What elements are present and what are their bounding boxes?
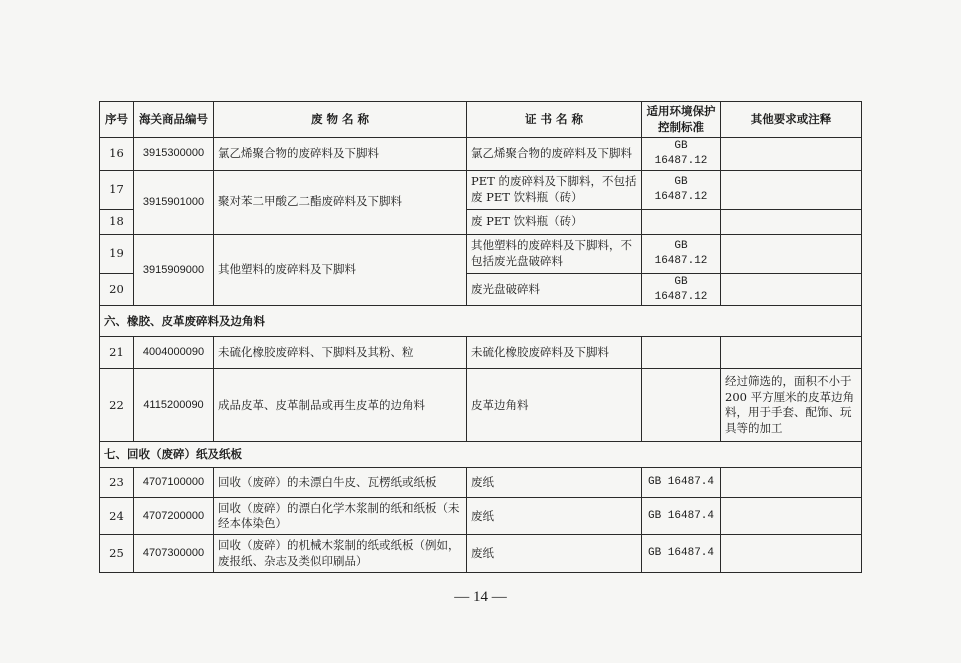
- customs-code: 4707300000: [134, 535, 214, 573]
- waste-name: 回收（废碎）的未漂白牛皮、瓦楞纸或纸板: [214, 468, 467, 498]
- note: [721, 535, 862, 573]
- row-number: 20: [100, 273, 134, 306]
- certificate-name: 废光盘破碎料: [467, 273, 642, 306]
- table-row: [100, 468, 862, 498]
- customs-code: 3915901000: [134, 170, 214, 234]
- certificate-name: 氯乙烯聚合物的废碎料及下脚料: [467, 138, 642, 171]
- certificate-name: 皮革边角料: [467, 369, 642, 442]
- section-heading: 六、橡胶、皮革废碎料及边角料: [100, 306, 862, 337]
- standard: GB 16487.4: [642, 468, 721, 498]
- note: [721, 273, 862, 306]
- table-header-row: [100, 102, 862, 138]
- section-row: [100, 442, 862, 468]
- table-row: [100, 337, 862, 369]
- standard: GB 16487.4: [642, 535, 721, 573]
- certificate-name: 废纸: [467, 535, 642, 573]
- note: 经过筛选的，面积不小于 200 平方厘米的皮革边角料，用于手套、配饰、玩具等的加工: [721, 369, 862, 442]
- table-row: [100, 170, 862, 209]
- note: [721, 234, 862, 273]
- customs-code: 4115200090: [134, 369, 214, 442]
- note: [721, 170, 862, 209]
- waste-name: 其他塑料的废碎料及下脚料: [214, 234, 467, 306]
- table-row: [100, 138, 862, 171]
- waste-name: 成品皮革、皮革制品或再生皮革的边角料: [214, 369, 467, 442]
- header-certificate-name: 证 书 名 称: [467, 102, 642, 138]
- header-standard: 适用环境保护控制标准: [642, 102, 721, 138]
- note: [721, 337, 862, 369]
- customs-code: 4707100000: [134, 468, 214, 498]
- row-number: 16: [100, 138, 134, 171]
- header-notes: 其他要求或注释: [721, 102, 862, 138]
- header-customs-code: 海关商品编号: [134, 102, 214, 138]
- note: [721, 498, 862, 535]
- standard: GB 16487.12: [642, 273, 721, 306]
- row-number: 23: [100, 468, 134, 498]
- waste-name: 回收（废碎）的机械木浆制的纸或纸板（例如，废报纸、杂志及类似印刷品）: [214, 535, 467, 573]
- waste-catalog-table: [99, 101, 862, 573]
- note: [721, 209, 862, 234]
- row-number: 19: [100, 234, 134, 273]
- waste-name: 氯乙烯聚合物的废碎料及下脚料: [214, 138, 467, 171]
- certificate-name: 未硫化橡胶废碎料及下脚料: [467, 337, 642, 369]
- row-number: 22: [100, 369, 134, 442]
- table-row: [100, 498, 862, 535]
- certificate-name: 废纸: [467, 468, 642, 498]
- row-number: 24: [100, 498, 134, 535]
- table-row: [100, 369, 862, 442]
- customs-code: 4004000090: [134, 337, 214, 369]
- standard: GB 16487.4: [642, 498, 721, 535]
- waste-name: 回收（废碎）的漂白化学木浆制的纸和纸板（未经本体染色）: [214, 498, 467, 535]
- row-number: 25: [100, 535, 134, 573]
- section-row: [100, 306, 862, 337]
- standard: GB 16487.12: [642, 234, 721, 273]
- note: [721, 138, 862, 171]
- customs-code: 3915909000: [134, 234, 214, 306]
- row-number: 17: [100, 170, 134, 209]
- standard: GB 16487.12: [642, 170, 721, 209]
- row-number: 18: [100, 209, 134, 234]
- section-heading: 七、回收（废碎）纸及纸板: [100, 442, 862, 468]
- standard: [642, 337, 721, 369]
- standard: [642, 209, 721, 234]
- header-number: 序号: [100, 102, 134, 138]
- row-number: 21: [100, 337, 134, 369]
- standard: [642, 369, 721, 442]
- certificate-name: 其他塑料的废碎料及下脚料，不包括废光盘破碎料: [467, 234, 642, 273]
- header-waste-name: 废 物 名 称: [214, 102, 467, 138]
- note: [721, 468, 862, 498]
- customs-code: 4707200000: [134, 498, 214, 535]
- certificate-name: PET 的废碎料及下脚料，不包括废 PET 饮料瓶（砖）: [467, 170, 642, 209]
- table-row: [100, 234, 862, 273]
- page-number: — 14 —: [454, 589, 507, 605]
- table-row: [100, 535, 862, 573]
- waste-name: 聚对苯二甲酸乙二酯废碎料及下脚料: [214, 170, 467, 234]
- standard: GB 16487.12: [642, 138, 721, 171]
- certificate-name: 废纸: [467, 498, 642, 535]
- customs-code: 3915300000: [134, 138, 214, 171]
- certificate-name: 废 PET 饮料瓶（砖）: [467, 209, 642, 234]
- waste-name: 未硫化橡胶废碎料、下脚料及其粉、粒: [214, 337, 467, 369]
